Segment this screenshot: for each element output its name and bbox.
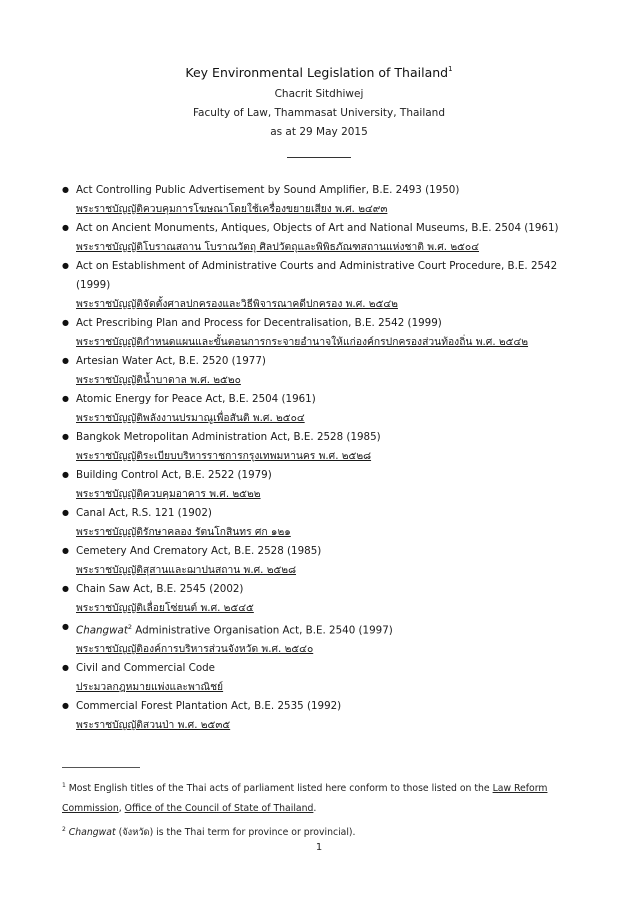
footnote-2-text: (จังหวัด) is the Thai term for province or provincial).	[115, 827, 356, 839]
bullet-icon: ●	[62, 622, 69, 631]
list-item	[62, 390, 582, 428]
act-english-title	[76, 618, 582, 640]
footnote-2-italic: Changwat	[68, 827, 116, 839]
list-item	[62, 352, 582, 390]
list-item	[62, 466, 582, 504]
act-english-title: Commercial Forest Plantation Act, B.E. 2535 (1992)	[76, 700, 342, 713]
document-title	[0, 65, 638, 80]
act-thai-title-link[interactable]: พระราชบัญญัติพลังงานปรมาณูเพื่อสันติ พ.ศ. ๒๕๐๔	[76, 412, 305, 424]
act-english-title: Bangkok Metropolitan Administration Act, B.E. 2528 (1985)	[76, 431, 381, 443]
bullet-icon: ●	[62, 584, 69, 593]
title-text: Key Environmental Legislation of Thailand	[185, 65, 449, 80]
bullet-icon: ●	[62, 663, 69, 673]
act-thai-title-link[interactable]: พระราชบัญญัติเลื่อยโซ่ยนต์ พ.ศ. ๒๕๔๕	[76, 602, 254, 614]
act-english-title: Cemetery And Crematory Act, B.E. 2528 (1985)	[76, 545, 322, 557]
act-thai-title-link[interactable]: พระราชบัญญัติจัดตั้งศาลปกครองและวิธีพิจารณาคดีปกครอง พ.ศ. ๒๕๔๒	[76, 298, 398, 310]
list-item	[62, 697, 582, 735]
footnote-2-note-marker: 2	[62, 826, 66, 833]
bullet-icon: ●	[62, 185, 69, 194]
title-divider	[287, 157, 351, 158]
footnote-2-marker[interactable]: 2	[127, 623, 132, 631]
act-list	[62, 181, 582, 735]
list-item	[62, 257, 582, 314]
changwat-italic: Changwat	[76, 624, 128, 637]
act-english-title: Chain Saw Act, B.E. 2545 (2002)	[76, 583, 244, 595]
act-thai-title-link[interactable]: พระราชบัญญัติสวนป่า พ.ศ. ๒๕๓๕	[76, 719, 231, 732]
act-english-title: Artesian Water Act, B.E. 2520 (1977)	[76, 355, 266, 367]
act-thai-title-link[interactable]: พระราชบัญญัติระเบียบบริหารราชการกรุงเทพมหานคร พ.ศ. ๒๕๒๘	[76, 450, 372, 462]
list-item	[62, 580, 582, 618]
act-english-title: Civil and Commercial Code	[76, 662, 216, 675]
act-english-title: Canal Act, R.S. 121 (1902)	[76, 507, 212, 519]
council-of-state-link[interactable]: Office of the Council of State of Thailand	[124, 803, 314, 815]
bullet-icon: ●	[62, 546, 69, 555]
act-english-title: Atomic Energy for Peace Act, B.E. 2504 (1961)	[76, 393, 316, 405]
bullet-icon: ●	[62, 701, 69, 711]
page-number: 1	[315, 842, 323, 853]
title-footnote-marker[interactable]: 1	[448, 64, 453, 73]
act-english-title: Building Control Act, B.E. 2522 (1979)	[76, 469, 272, 481]
bullet-icon: ●	[62, 432, 69, 441]
list-item	[62, 504, 582, 542]
footnote-2	[62, 820, 582, 843]
footnote-1	[62, 776, 582, 819]
act-thai-title-link[interactable]: พระราชบัญญัติโบราณสถาน โบราณวัตถุ ศิลปวัตถุและพิพิธภัณฑสถานแห่งชาติ พ.ศ. ๒๕๐๔	[76, 241, 480, 253]
footnote-divider	[62, 767, 140, 768]
list-item	[62, 618, 582, 659]
author: Chacrit Sitdhiwej	[274, 88, 364, 100]
act-thai-title-link[interactable]: พระราชบัญญัติควบคุมอาคาร พ.ศ. ๒๕๒๒	[76, 488, 261, 500]
act-thai-title-link[interactable]: พระราชบัญญัติควบคุมการโฆษณาโดยใช้เครื่องขยายเสียง พ.ศ. ๒๔๙๓	[76, 203, 388, 215]
bullet-icon: ●	[62, 261, 69, 270]
act-thai-title-link[interactable]: พระราชบัญญัติกำหนดแผนและขั้นตอนการกระจายอำนาจให้แก่องค์กรปกครองส่วนท้องถิ่น พ.ศ. ๒๕๔๒	[76, 336, 529, 348]
bullet-icon: ●	[62, 470, 69, 479]
list-item	[62, 659, 582, 697]
act-english-title: Act on Ancient Monuments, Antiques, Objects of Art and National Museums, B.E. 2504 (1961)	[76, 222, 559, 234]
footnote-1-text: Most English titles of the Thai acts of parliament listed here conform to those listed on the	[65, 783, 493, 795]
list-item	[62, 542, 582, 580]
act-thai-title-link[interactable]: พระราชบัญญัติองค์การบริหารส่วนจังหวัด พ.ศ. ๒๕๔๐	[76, 643, 314, 656]
bullet-icon: ●	[62, 356, 69, 365]
bullet-icon: ●	[62, 318, 69, 327]
act-thai-title-link[interactable]: พระราชบัญญัติรักษาคลอง รัตนโกสินทร ศก ๑๒๑	[76, 526, 291, 538]
footnote-1-end: .	[313, 803, 317, 815]
list-item	[62, 181, 582, 219]
act-thai-title-link[interactable]: ประมวลกฎหมายแพ่งและพาณิชย์	[76, 681, 224, 694]
act-english-title: Act Prescribing Plan and Process for Decentralisation, B.E. 2542 (1999)	[76, 317, 442, 329]
footnote-1-separator: ,	[118, 803, 125, 815]
footnote-1-marker: 1	[62, 782, 66, 789]
bullet-icon: ●	[62, 508, 69, 517]
act-english-title: Act Controlling Public Advertisement by Sound Amplifier, B.E. 2493 (1950)	[76, 184, 460, 196]
bullet-icon: ●	[62, 394, 69, 403]
act-english-title: Act on Establishment of Administrative Courts and Administrative Court Procedure, B.E. 2542 (1999)	[76, 260, 558, 291]
act-english-title-rest: Administrative Organisation Act, B.E. 2540 (1997)	[132, 624, 393, 637]
list-item	[62, 314, 582, 352]
act-thai-title-link[interactable]: พระราชบัญญัติน้ำบาดาล พ.ศ. ๒๕๒๐	[76, 374, 241, 386]
act-thai-title-link[interactable]: พระราชบัญญัติสุสานและฌาปนสถาน พ.ศ. ๒๕๒๘	[76, 564, 297, 576]
list-item	[62, 428, 582, 466]
affiliation: Faculty of Law, Thammasat University, Thailand	[192, 107, 445, 119]
as-at-date: as at 29 May 2015	[270, 126, 368, 138]
bullet-icon: ●	[62, 223, 69, 232]
list-item	[62, 219, 582, 257]
law-reform-commission-link[interactable]: Law Reform Commission	[62, 783, 548, 815]
